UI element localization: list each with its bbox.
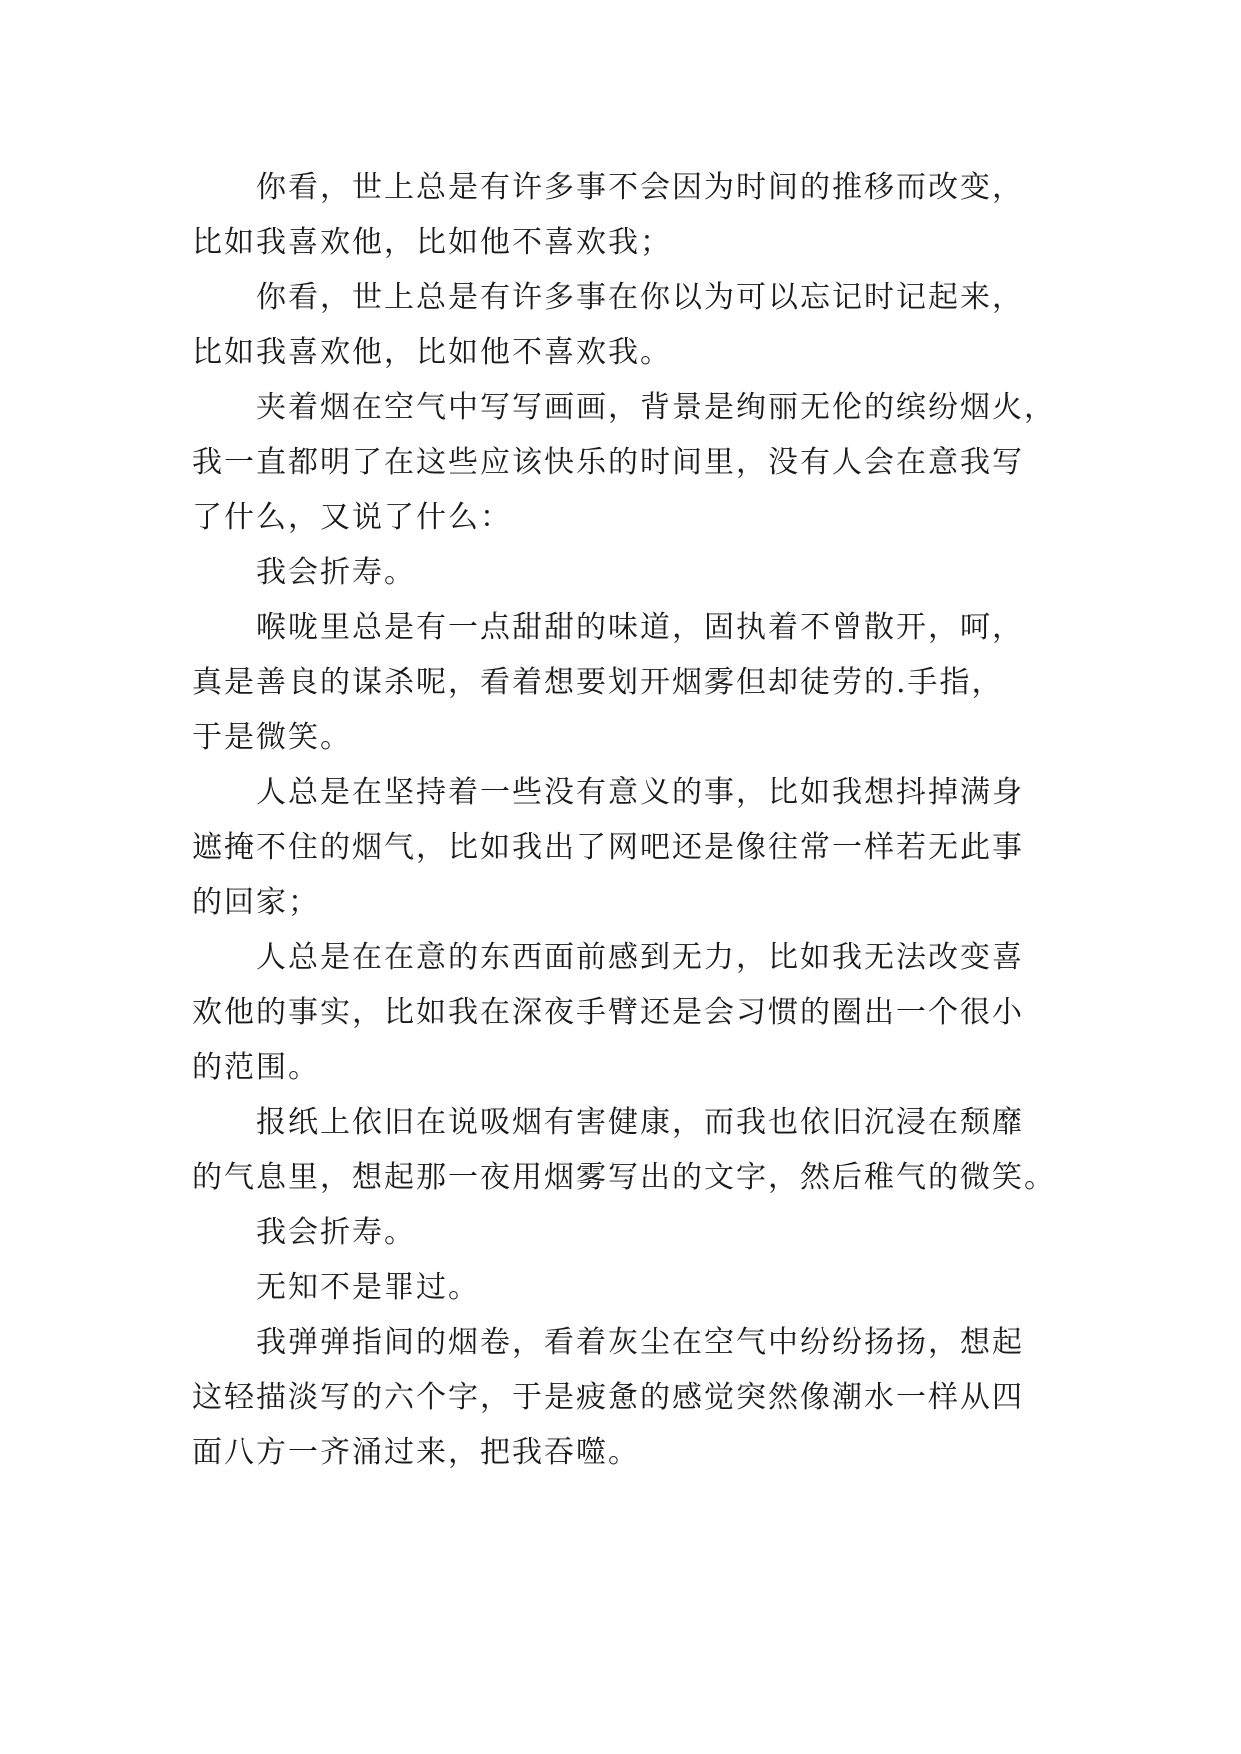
text-line: 于是微笑。 — [192, 720, 352, 755]
text-line: 你看，世上总是有许多事不会因为时间的推移而改变， — [256, 170, 1024, 205]
text-line: 我弹弹指间的烟卷，看着灰尘在空气中纷纷扬扬，想起 — [256, 1325, 1024, 1360]
text-line: 无知不是罪过。 — [256, 1270, 480, 1305]
text-line: 人总是在在意的东西面前感到无力，比如我无法改变喜 — [256, 940, 1024, 975]
text-line: 喉咙里总是有一点甜甜的味道，固执着不曾散开，呵， — [256, 610, 1024, 645]
text-line: 报纸上依旧在说吸烟有害健康，而我也依旧沉浸在颓靡 — [256, 1105, 1024, 1140]
text-line: 欢他的事实，比如我在深夜手臂还是会习惯的圈出一个很小 — [192, 995, 1024, 1030]
text-line: 的范围。 — [192, 1050, 320, 1085]
text-line: 你看，世上总是有许多事在你以为可以忘记时记起来， — [256, 280, 1024, 315]
text-line: 夹着烟在空气中写写画画，背景是绚丽无伦的缤纷烟火， — [256, 390, 1056, 425]
text-line: 的气息里，想起那一夜用烟雾写出的文字，然后稚气的微笑。 — [192, 1160, 1056, 1195]
text-line: 比如我喜欢他，比如他不喜欢我。 — [192, 335, 672, 370]
text-line: 比如我喜欢他，比如他不喜欢我； — [192, 225, 672, 260]
text-line: 我会折寿。 — [256, 1215, 416, 1250]
text-line: 这轻描淡写的六个字，于是疲惫的感觉突然像潮水一样从四 — [192, 1380, 1024, 1415]
document-body — [192, 160, 1062, 1480]
text-line: 我一直都明了在这些应该快乐的时间里，没有人会在意我写 — [192, 445, 1024, 480]
text-line: 我会折寿。 — [256, 555, 416, 590]
text-line: 的回家； — [192, 885, 320, 920]
text-line: 人总是在坚持着一些没有意义的事，比如我想抖掉满身 — [256, 775, 1024, 810]
text-line: 面八方一齐涌过来，把我吞噬。 — [192, 1435, 640, 1470]
text-line: 遮掩不住的烟气，比如我出了网吧还是像往常一样若无此事 — [192, 830, 1024, 865]
text-line: 真是善良的谋杀呢，看着想要划开烟雾但却徒劳的.手指， — [192, 665, 1004, 700]
text-line: 了什么，又说了什么： — [192, 500, 512, 535]
